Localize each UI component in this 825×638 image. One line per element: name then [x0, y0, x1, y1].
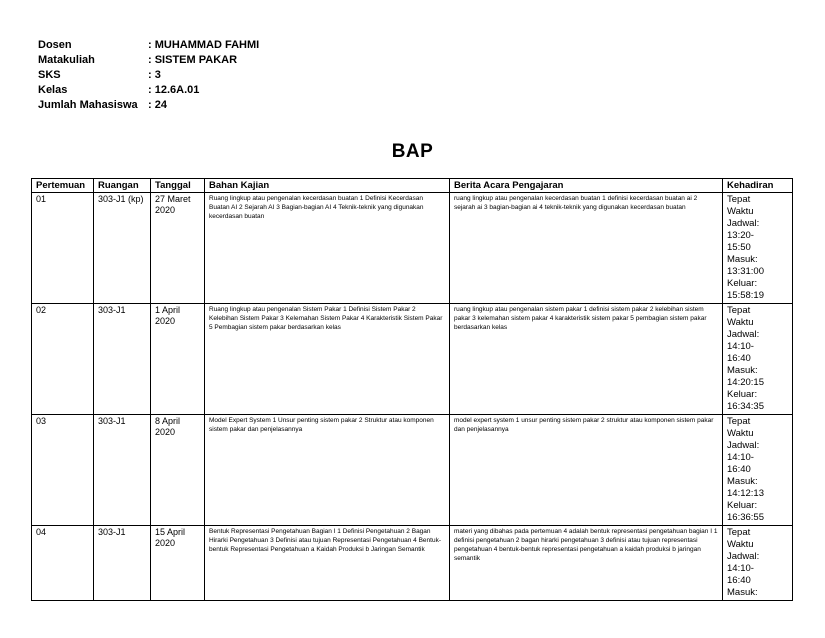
- kehadiran-line: Masuk:: [727, 587, 758, 598]
- kehadiran-line: Keluar:: [727, 500, 758, 511]
- table-row: [32, 415, 793, 526]
- kehadiran-line: 14:20:15: [727, 377, 764, 388]
- kehadiran-line: 16:40: [727, 353, 751, 364]
- cell-kehadiran: [723, 304, 793, 415]
- kehadiran-line: 13:31:00: [727, 266, 764, 277]
- cell-tanggal: 27 Maret 2020: [151, 193, 205, 304]
- matakuliah-value: : SISTEM PAKAR: [148, 54, 238, 66]
- kehadiran-line: Masuk:: [727, 254, 758, 265]
- jumlah-row: [38, 98, 259, 113]
- kelas-value: : 12.6A.01: [148, 84, 200, 96]
- cell-kehadiran: [723, 415, 793, 526]
- col-header-berita-acara: Berita Acara Pengajaran: [450, 179, 723, 193]
- kehadiran-line: Tepat: [727, 305, 751, 316]
- kehadiran-line: 14:10-: [727, 563, 754, 574]
- kehadiran-line: Jadwal:: [727, 329, 760, 340]
- cell-berita-acara: model expert system 1 unsur penting sistem pakar 2 struktur atau komponen sistem pakar dan penjelasannya: [450, 415, 723, 526]
- kelas-label: Kelas: [38, 84, 68, 96]
- jumlah-value: : 24: [148, 99, 167, 111]
- kehadiran-line: 16:36:55: [727, 512, 764, 523]
- col-header-tanggal: Tanggal: [151, 179, 205, 193]
- kehadiran-line: 14:10-: [727, 341, 754, 352]
- kehadiran-line: Masuk:: [727, 476, 758, 487]
- table-row: [32, 526, 793, 601]
- cell-ruangan: 303-J1: [94, 526, 151, 601]
- col-header-pertemuan: Pertemuan: [32, 179, 94, 193]
- col-header-bahan-kajian: Bahan Kajian: [205, 179, 450, 193]
- cell-pertemuan: 04: [32, 526, 94, 601]
- kelas-row: [38, 83, 259, 98]
- cell-bahan-kajian: Ruang lingkup atau pengenalan kecerdasan buatan 1 Definisi Kecerdasan Buatan AI 2 Sejarah AI 3 Bagian-bagian AI 4 Teknik-teknik yang digunakan kecerdasan buatan: [205, 193, 450, 304]
- kehadiran-line: Masuk:: [727, 365, 758, 376]
- kehadiran-line: Keluar:: [727, 278, 758, 289]
- sks-value: : 3: [148, 69, 161, 81]
- kehadiran-line: Jadwal:: [727, 440, 760, 451]
- sks-row: [38, 68, 259, 83]
- dosen-value: : MUHAMMAD FAHMI: [148, 39, 260, 51]
- kehadiran-line: 15:50: [727, 242, 751, 253]
- dosen-row: [38, 38, 259, 53]
- page-title: BAP: [391, 141, 434, 162]
- cell-ruangan: 303-J1 (kp): [94, 193, 151, 304]
- kehadiran-line: Tepat: [727, 416, 751, 427]
- kehadiran-line: Waktu: [727, 206, 754, 217]
- cell-kehadiran: [723, 526, 793, 601]
- kehadiran-line: 13:20-: [727, 230, 754, 241]
- kehadiran-line: Keluar:: [727, 389, 758, 400]
- cell-berita-acara: ruang lingkup atau pengenalan sistem pakar 1 definisi sistem pakar 2 kelebihan sistem pakar 3 kelemahan sistem pakar 4 karakteristik sistem pakar 5 pembagian sistem pakar berdasarkan kelas: [450, 304, 723, 415]
- kehadiran-line: 15:58:19: [727, 290, 764, 301]
- kehadiran-line: 16:40: [727, 464, 751, 475]
- kehadiran-line: Waktu: [727, 317, 754, 328]
- kehadiran-line: 14:10-: [727, 452, 754, 463]
- bap-table: [31, 178, 793, 601]
- table-row: [32, 304, 793, 415]
- cell-pertemuan: 01: [32, 193, 94, 304]
- table-row: [32, 193, 793, 304]
- cell-ruangan: 303-J1: [94, 304, 151, 415]
- kehadiran-line: Waktu: [727, 428, 754, 439]
- col-header-ruangan: Ruangan: [94, 179, 151, 193]
- matakuliah-label: Matakuliah: [38, 54, 95, 66]
- cell-bahan-kajian: Ruang lingkup atau pengenalan Sistem Pakar 1 Definisi Sistem Pakar 2 Kelebihan Sistem Pakar 3 Kelemahan Sistem Pakar 4 Karakteristik Sistem Pakar 5 Pembagian sistem pakar berdasarkan kelas: [205, 304, 450, 415]
- col-header-kehadiran: Kehadiran: [723, 179, 793, 193]
- cell-tanggal: 1 April 2020: [151, 304, 205, 415]
- cell-tanggal: 15 April 2020: [151, 526, 205, 601]
- cell-bahan-kajian: Bentuk Representasi Pengetahuan Bagian I 1 Definisi Pengetahuan 2 Bagan Hirarki Pengetahuan 3 Definisi atau tujuan Representasi Pengetahuan 4 Bentuk-bentuk Representasi Pengetahuan a Kaidah Produksi b Jaringan Semantik: [205, 526, 450, 601]
- sks-label: SKS: [38, 69, 61, 81]
- table-header-row: [32, 179, 793, 193]
- course-info: [38, 38, 259, 113]
- kehadiran-line: Jadwal:: [727, 218, 760, 229]
- matakuliah-row: [38, 53, 259, 68]
- cell-berita-acara: materi yang dibahas pada pertemuan 4 adalah bentuk representasi pengetahuan bagian I 1 definisi pengetahuan 2 bagan hirarki pengetahuan 3 definisi atau tujuan representasi pengetahuan 4 bentuk-bentuk representasi pengetahuan a kaidah produksi b jaringan semantik: [450, 526, 723, 601]
- kehadiran-line: 16:34:35: [727, 401, 764, 412]
- cell-bahan-kajian: Model Expert System 1 Unsur penting sistem pakar 2 Struktur atau komponen sistem pakar dan penjelasannya: [205, 415, 450, 526]
- cell-ruangan: 303-J1: [94, 415, 151, 526]
- dosen-label: Dosen: [38, 39, 72, 51]
- jumlah-label: Jumlah Mahasiswa: [38, 99, 138, 111]
- cell-berita-acara: ruang lingkup atau pengenalan kecerdasan buatan 1 definisi kecerdasan buatan ai 2 sejarah ai 3 bagian-bagian ai 4 teknik-teknik yang digunakan kecerdasan buatan: [450, 193, 723, 304]
- kehadiran-line: Waktu: [727, 539, 754, 550]
- kehadiran-line: 16:40: [727, 575, 751, 586]
- kehadiran-line: Tepat: [727, 194, 751, 205]
- cell-tanggal: 8 April 2020: [151, 415, 205, 526]
- kehadiran-line: 14:12:13: [727, 488, 764, 499]
- kehadiran-line: Tepat: [727, 527, 751, 538]
- kehadiran-line: Jadwal:: [727, 551, 760, 562]
- cell-kehadiran: [723, 193, 793, 304]
- cell-pertemuan: 02: [32, 304, 94, 415]
- cell-pertemuan: 03: [32, 415, 94, 526]
